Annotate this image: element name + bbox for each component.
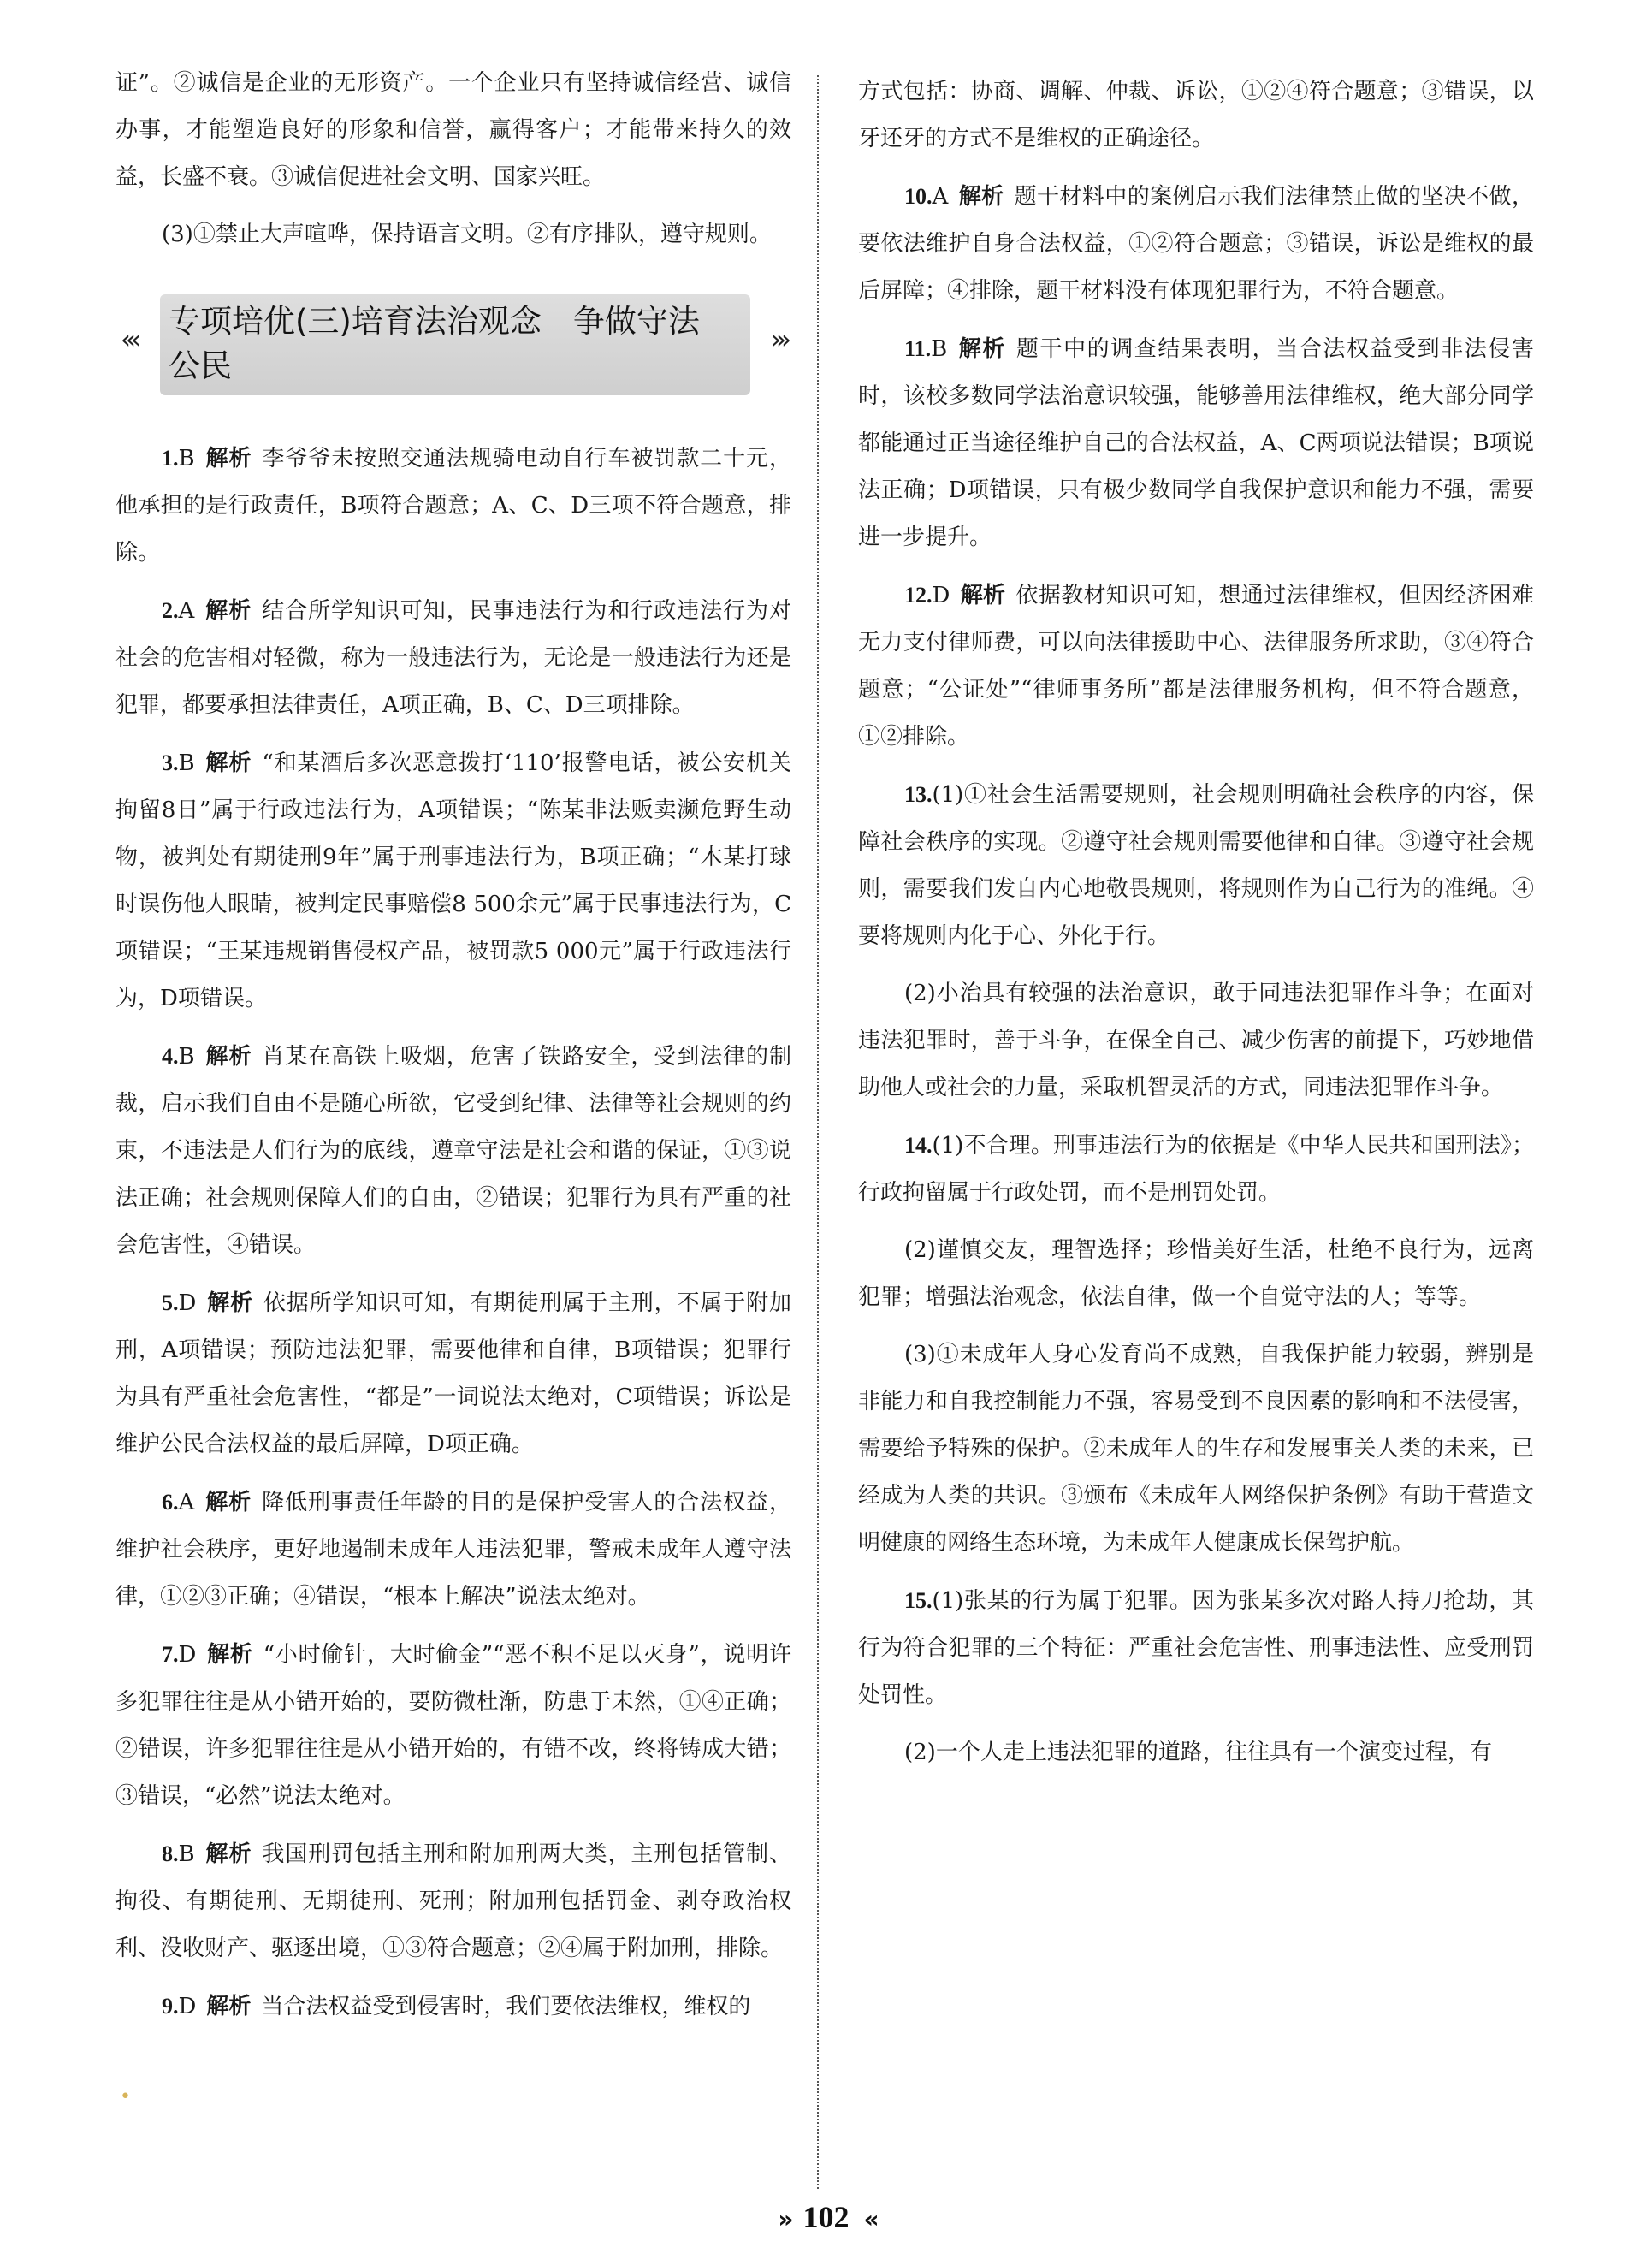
answer-choice: B [178,1841,195,1867]
double-chevron-left-icon: « [863,2205,874,2233]
double-chevron-right-icon: » [778,2205,789,2233]
answer-text: (1)不合理。刑事违法行为的依据是《中华人民共和国刑法》；行政拘留属于行政处罚，而不是刑罚处罚。 [858,1133,1534,1206]
section-heading [115,289,791,400]
answer-item [858,325,1534,561]
answer-text: 李爷爷未按照交通法规骑电动自行车被罚款二十元，他承担的是行政责任，B项符合题意；A、C、D三项不符合题意，排除。 [115,446,791,566]
page-number: 102 [802,2200,850,2234]
question-number: 13. [904,782,933,807]
right-column [858,68,1534,1787]
question-number: 10. [904,184,933,209]
answer-text: 依据教材知识可知，想通过法律维权，但因经济困难无力支付律师费，可以向法律援助中心、法律服务所求助，③④符合题意；“公证处”“律师事务所”都是法律服务机构，但不符合题意，①②排除。 [858,583,1534,750]
answer-item [115,435,791,577]
answer-text: 依据所学知识可知，有期徒刑属于主刑，不属于附加刑，A项错误；预防违法犯罪，需要他律和自律，B项错误；犯罪行为具有严重社会危害性，“都是”一词说法太绝对，C项错误；诉讼是维护公民合法权益的最后屏障，D项正确。 [115,1290,791,1457]
answer-list [115,435,791,2031]
answer-item [115,1479,791,1621]
question-number: 14. [904,1133,933,1158]
question-number: 8. [162,1841,179,1866]
answer-text: 我国刑罚包括主刑和附加刑两大类，主刑包括管制、拘役、有期徒刑、无期徒刑、死刑；附加刑包括罚金、剥夺政治权利、没收财产、驱逐出境，①③符合题意；②④属于附加刑，排除。 [115,1841,791,1961]
answer-item [858,1331,1534,1567]
answer-choice: D [178,1290,197,1316]
analysis-label: 解析 [206,1290,253,1316]
question-number: 3. [162,750,179,775]
answer-choice: A [932,184,949,210]
answer-choice: A [178,1490,195,1515]
answer-item [858,1729,1534,1776]
answer-item [115,1033,791,1269]
answer-item [115,587,791,729]
left-column [115,60,791,2041]
answer-item [858,173,1534,315]
answer-text: (2)谨慎交友，理智选择；珍惜美好生活，杜绝不良行为，远离犯罪；增强法治观念，依法自律，做一个自觉守法的人；等等。 [858,1237,1534,1310]
analysis-label: 解析 [206,1994,252,2019]
answer-choice: A [178,598,195,624]
question-number: 11. [904,336,932,361]
answer-text: 题干中的调查结果表明，当合法权益受到非法侵害时，该校多数同学法治意识较强，能够善用法律维权，绝大部分同学都能通过正当途径维护自己的合法权益，A、C两项说法错误；B项说法正确；D项错误，只有极少数同学自我保护意识和能力不强，需要进一步提升。 [858,336,1534,550]
answer-choice: B [178,446,195,471]
question-number: 6. [162,1490,179,1515]
answer-item [858,1227,1534,1321]
page-footer [0,2199,1652,2235]
answer-text: “和某酒后多次恶意拨打‘110’报警电话，被公安机关拘留8日”属于行政违法行为，A项错误；“陈某非法贩卖濒危野生动物，被判处有期徒刑9年”属于刑事违法行为，B项正确；“木某打球时误伤他人眼睛，被判定民事赔偿8 500余元”属于民事违法行为，C项错误；“王某违规销售侵权产品，被罚款5 000元”属于行政违法行为，D项错误。 [115,750,791,1011]
question-number: 12. [904,583,933,608]
answer-text: (1)①社会生活需要规则，社会规则明确社会秩序的内容，保障社会秩序的实现。②遵守社会规则需要他律和自律。③遵守社会规则，需要我们发自内心地敬畏规则，将规则作为自己行为的准绳。④要将规则内化于心、外化于行。 [858,782,1534,949]
answer-choice: B [178,1044,195,1070]
column-divider [817,75,819,2189]
answer-item [115,1279,791,1468]
scan-mark: • [120,2086,131,2108]
analysis-label: 解析 [957,336,1006,362]
answer-choice: D [932,583,950,608]
answer-item [115,739,791,1023]
question-number: 15. [904,1588,933,1613]
analysis-label: 解析 [204,1490,252,1515]
question-number: 1. [162,446,179,471]
section-title: 专项培优(三)培育法治观念 争做守法公民 [169,303,700,384]
intro-paragraph: 证”。②诚信是企业的无形资产。一个企业只有坚持诚信经营、诚信办事，才能塑造良好的形象和信誉，赢得客户；才能带来持久的效益，长盛不衰。③诚信促进社会文明、国家兴旺。 [115,70,791,190]
analysis-label: 解析 [204,1044,252,1070]
analysis-label: 解析 [204,598,252,624]
answer-text: (1)张某的行为属于犯罪。因为张某多次对路人持刀抢劫，其行为符合犯罪的三个特征：严重社会危害性、刑事违法性、应受刑罚处罚性。 [858,1588,1534,1708]
question-number: 7. [162,1642,179,1667]
answer-choice: B [931,336,948,362]
intro-paragraph: (3)①禁止大声喧哗，保持语言文明。②有序排队，遵守规则。 [162,222,772,247]
answer-text: 降低刑事责任年龄的目的是保护受害人的合法权益，维护社会秩序，更好地遏制未成年人违法犯罪，警戒未成年人遵守法律，①②③正确；④错误，“根本上解决”说法太绝对。 [115,1490,791,1610]
analysis-label: 解析 [206,1642,253,1668]
answer-list [858,173,1534,1776]
double-chevron-right-icon: ››› [771,325,786,355]
answer-item [858,970,1534,1112]
answer-choice: D [178,1994,197,2019]
intro-paragraph: 方式包括：协商、调解、仲裁、诉讼，①②④符合题意；③错误，以牙还牙的方式不是维权的正确途径。 [858,79,1534,151]
question-number: 9. [162,1994,179,2019]
answer-text: (3)①未成年人身心发育尚不成熟，自我保护能力较弱，辨别是非能力和自我控制能力不强，容易受到不良因素的影响和不法侵害，需要给予特殊的保护。②未成年人的生存和发展事关人类的未来，已经成为人类的共识。③颁布《未成年人网络保护条例》有助于营造文明健康的网络生态环境，为未成年人健康成长保驾护航。 [858,1342,1534,1556]
analysis-label: 解析 [204,1841,252,1867]
analysis-label: 解析 [958,184,1004,210]
question-number: 4. [162,1044,179,1069]
question-number: 2. [162,598,179,623]
answer-text: 结合所学知识可知，民事违法行为和行政违法行为对社会的危害相对轻微，称为一般违法行为，无论是一般违法行为还是犯罪，都要承担法律责任，A项正确，B、C、D三项排除。 [115,598,791,718]
answer-item [115,1830,791,1972]
double-chevron-left-icon: ‹‹‹ [121,325,136,355]
answer-item [858,572,1534,761]
answer-item [858,1122,1534,1217]
answer-text: (2)一个人走上违法犯罪的道路，往往具有一个演变过程，有 [904,1740,1492,1765]
analysis-label: 解析 [204,446,252,471]
answer-choice: D [178,1642,197,1668]
answer-item [858,1577,1534,1719]
answer-choice: B [178,750,195,776]
answer-item [858,771,1534,960]
answer-text: (2)小治具有较强的法治意识，敢于同违法犯罪作斗争；在面对违法犯罪时，善于斗争，在保全自己、减少伤害的前提下，巧妙地借助他人或社会的力量，采取机智灵活的方式，同违法犯罪作斗争。 [858,981,1534,1100]
answer-text: “小时偷针，大时偷金”“恶不积不足以灭身”，说明许多犯罪往往是从小错开始的，要防微杜渐，防患于未然，①④正确；②错误，许多犯罪往往是从小错开始的，有错不改，终将铸成大错；③错误，“必然”说法太绝对。 [115,1642,791,1809]
analysis-label: 解析 [960,583,1006,608]
answer-item [115,1983,791,2031]
answer-text: 当合法权益受到侵害时，我们要依法维权，维权的 [261,1994,751,2019]
analysis-label: 解析 [204,750,252,776]
question-number: 5. [162,1290,179,1315]
answer-text: 肖某在高铁上吸烟，危害了铁路安全，受到法律的制裁，启示我们自由不是随心所欲，它受到纪律、法律等社会规则的约束，不违法是人们行为的底线，遵章守法是社会和谐的保证，①③说法正确；社会规则保障人们的自由，②错误；犯罪行为具有严重的社会危害性，④错误。 [115,1044,791,1258]
answer-text: 题干材料中的案例启示我们法律禁止做的坚决不做，要依法维护自身合法权益，①②符合题意；③错误，诉讼是维权的最后屏障；④排除，题干材料没有体现犯罪行为，不符合题意。 [858,184,1534,304]
answer-item [115,1631,791,1820]
